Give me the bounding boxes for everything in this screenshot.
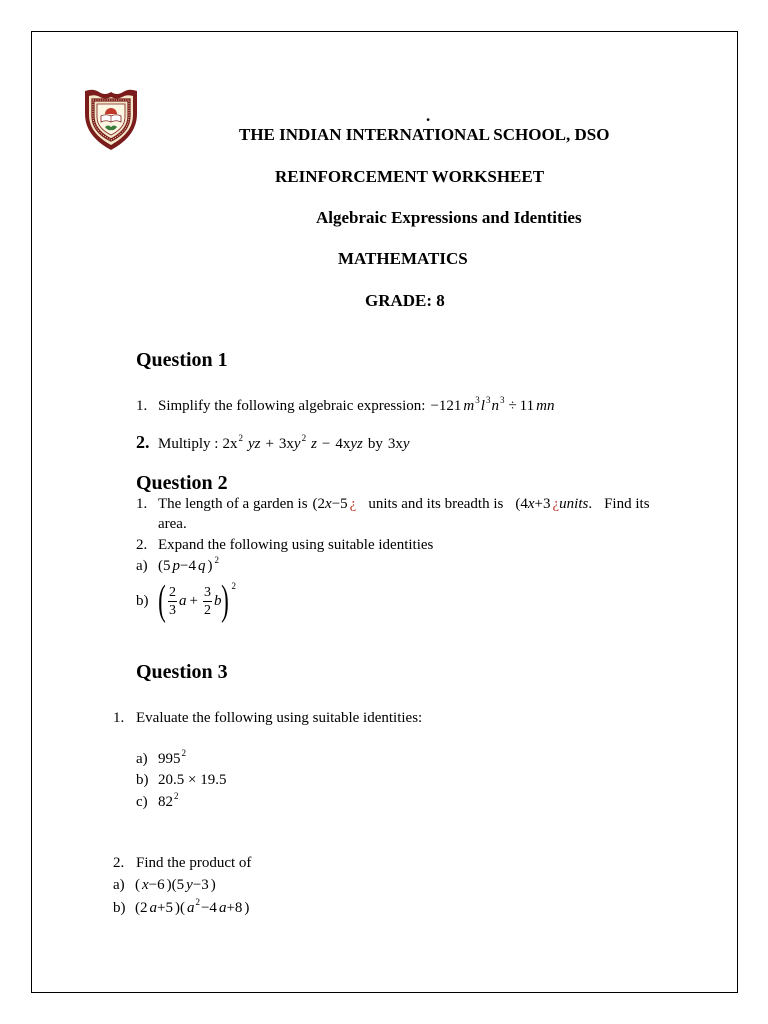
math-expression	[388, 436, 410, 452]
fraction-denominator: 2	[203, 602, 211, 618]
sub-item-label: c)	[136, 794, 148, 810]
math-variable: x	[325, 496, 332, 512]
math-term: .	[588, 496, 593, 512]
math-variable: m	[463, 398, 475, 414]
math-term: )(5	[166, 877, 185, 893]
math-term: 995	[158, 751, 181, 767]
math-term: −6	[148, 877, 165, 893]
math-term: 20.5 × 19.5	[158, 772, 227, 788]
math-expression	[158, 555, 220, 575]
math-variable: y	[186, 877, 193, 893]
item-text: Multiply :	[158, 436, 219, 452]
math-exponent: 2	[301, 433, 307, 443]
item-text: Expand the following using suitable identities	[158, 537, 434, 553]
math-variable: a	[149, 900, 157, 916]
math-term: −4	[180, 558, 196, 574]
item-text: units and its breadth is	[368, 496, 504, 512]
sub-item-label: b)	[113, 900, 126, 916]
math-exponent: 3	[485, 395, 491, 405]
math-exponent: 2	[181, 748, 186, 758]
open-paren: (	[158, 578, 166, 624]
item-text-continued: area.	[158, 516, 187, 532]
item-number: 2.	[113, 855, 125, 871]
math-term: (2	[135, 900, 148, 916]
math-term: (2	[312, 496, 326, 512]
math-variable: q	[197, 558, 206, 574]
subject-title: MATHEMATICS	[338, 249, 468, 268]
math-term: +8	[226, 900, 243, 916]
fraction	[168, 584, 177, 619]
math-expression	[515, 496, 592, 512]
math-exponent: 2	[174, 791, 179, 801]
math-term: (	[135, 877, 140, 893]
math-term: −4	[200, 900, 217, 916]
math-term: 82	[158, 794, 173, 810]
fraction	[203, 584, 212, 619]
item-number: 1.	[136, 398, 148, 414]
math-term: )	[207, 558, 213, 574]
math-expression	[135, 897, 250, 917]
math-term: −5	[331, 496, 348, 512]
item-number: 1.	[136, 496, 148, 512]
math-term: +5	[157, 900, 173, 916]
item-number: 2.	[136, 537, 148, 553]
math-variable: a	[179, 592, 187, 609]
math-variable: y	[293, 436, 301, 452]
item-text: Find its	[604, 496, 650, 512]
math-variable: z	[311, 436, 317, 452]
school-name: THE INDIAN INTERNATIONAL SCHOOL, DSO	[239, 125, 610, 144]
school-crest-icon	[83, 87, 139, 151]
math-variable: l	[480, 398, 485, 414]
math-term: )	[244, 900, 250, 916]
sub-item-label: a)	[136, 558, 148, 574]
math-exponent: 2	[195, 897, 200, 907]
math-term: +3	[534, 496, 551, 512]
math-operator: ÷	[508, 398, 517, 414]
math-variable: p	[172, 558, 180, 574]
math-term: )(	[174, 900, 185, 916]
q3-item-2	[113, 855, 251, 871]
math-variable: yz	[247, 436, 261, 452]
item-text: Evaluate the following using suitable identities:	[136, 710, 423, 726]
q3-product-b	[113, 897, 250, 917]
math-operator: +	[189, 592, 198, 609]
math-variable: x	[527, 496, 535, 512]
math-term: 2x	[222, 436, 238, 452]
q1-item-1	[136, 395, 555, 415]
math-variable: mn	[536, 398, 555, 414]
item-text: The length of a garden is	[158, 496, 308, 512]
math-term: (5	[158, 558, 171, 574]
fraction-denominator: 3	[169, 602, 176, 618]
math-variable: x	[142, 877, 149, 893]
math-variable: b	[213, 592, 222, 609]
worksheet-title: REINFORCEMENT WORKSHEET	[275, 167, 545, 186]
q1-item-2	[136, 434, 410, 453]
close-paren: )	[221, 578, 230, 624]
q3-sub-a	[136, 748, 187, 768]
question-3-heading: Question 3	[136, 661, 228, 683]
math-variable: y	[402, 436, 410, 452]
math-exponent: 2	[214, 555, 219, 565]
q2-item-2	[136, 537, 433, 553]
sub-item-label: a)	[113, 877, 125, 893]
math-expression	[313, 496, 357, 512]
fraction-expression	[158, 580, 236, 622]
math-term: )	[210, 877, 216, 893]
item-number: 1.	[113, 710, 125, 726]
missing-glyph: ¿	[349, 496, 357, 512]
missing-glyph: ¿	[552, 496, 560, 512]
math-expression	[135, 877, 216, 893]
fraction-numerator: 3	[203, 584, 211, 600]
fraction-numerator: 2	[169, 584, 176, 600]
q3-item-1	[113, 710, 422, 726]
q2-sub-a	[136, 555, 220, 575]
header-dot: .	[426, 106, 431, 125]
sub-item-label: b)	[136, 772, 149, 788]
math-term: −3	[192, 877, 209, 893]
math-term: 11	[519, 398, 535, 414]
math-exponent: 2	[238, 433, 243, 443]
math-unit: units	[559, 496, 589, 512]
math-variable: a	[186, 900, 195, 916]
q3-sub-c	[136, 791, 180, 811]
q2-item-1	[136, 496, 650, 512]
question-2-heading: Question 2	[136, 472, 228, 494]
math-operator: +	[265, 436, 274, 452]
sub-item-label: b)	[136, 593, 149, 609]
math-expression	[222, 433, 363, 453]
sub-item-label: a)	[136, 751, 148, 767]
question-1-heading: Question 1	[136, 349, 228, 371]
math-variable: a	[218, 900, 227, 916]
chapter-title: Algebraic Expressions and Identities	[316, 208, 582, 227]
item-text: Simplify the following algebraic expression:	[158, 398, 426, 414]
math-term: 3x	[387, 436, 403, 452]
math-exponent: 3	[499, 395, 505, 405]
item-text: Find the product of	[136, 855, 252, 871]
math-expression	[430, 395, 555, 415]
grade-label: GRADE: 8	[365, 291, 445, 310]
item-number: 2.	[136, 432, 150, 452]
math-term: 3x	[278, 436, 294, 452]
math-term: 4x	[335, 436, 351, 452]
math-variable: yz	[350, 436, 363, 452]
math-term: −121	[430, 398, 462, 414]
q3-sub-b	[136, 772, 226, 788]
math-exponent: 3	[475, 395, 480, 405]
math-term: (4	[515, 496, 528, 512]
math-operator: −	[321, 436, 331, 452]
item-text: by	[367, 436, 383, 452]
q3-product-a	[113, 877, 216, 893]
math-exponent: 2	[231, 581, 236, 591]
math-variable: n	[491, 398, 499, 414]
